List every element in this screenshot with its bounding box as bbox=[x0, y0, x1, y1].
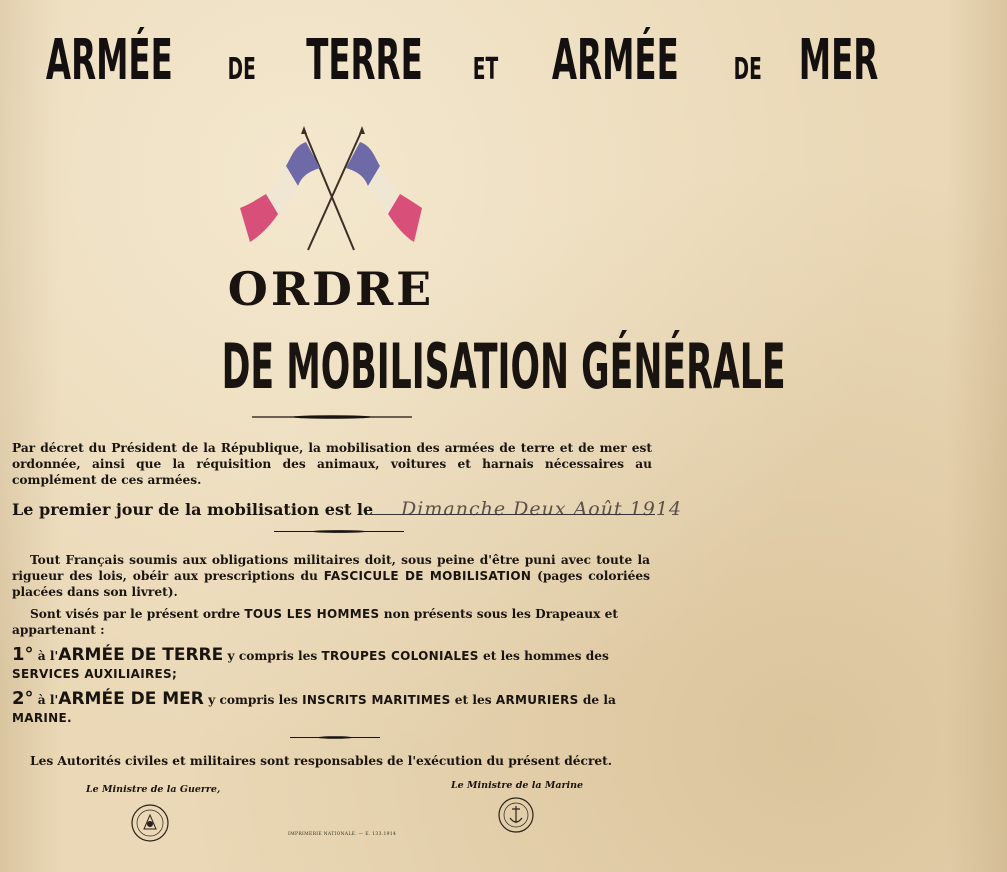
authorities-statement: Les Autorités civiles et militaires sont responsables de l'exécution du présent décret. bbox=[30, 754, 613, 768]
poster-title bbox=[0, 28, 879, 93]
signature-minister-war: Le Ministre de la Guerre, bbox=[86, 784, 221, 795]
item-1-text-2: et les hommes des bbox=[483, 649, 609, 663]
decree-paragraph: Par décret du Président de la République, la mobilisation des armées de terre et de mer est ordonnée, ainsi que la réquisition des animaux, voitures et harnais nécessaires au complément de ces armées. bbox=[12, 441, 652, 487]
item-2-text-3: de la bbox=[582, 693, 616, 707]
first-day-handwritten: Dimanche Deux Août 1914 bbox=[401, 498, 682, 520]
heading-mobilisation-text: DE MOBILISATION GÉNÉRALE bbox=[221, 330, 786, 403]
title-de-2: DE bbox=[733, 52, 762, 87]
item-1-a: à l' bbox=[37, 649, 59, 663]
date-underline bbox=[365, 514, 655, 515]
concerned-text-1: Sont visés par le présent ordre bbox=[30, 607, 241, 621]
title-de-1: DE bbox=[227, 52, 256, 87]
navy-ministry-seal-icon bbox=[497, 796, 535, 834]
title-terre: TERRE bbox=[306, 28, 423, 93]
right-flag-pole bbox=[308, 130, 362, 250]
fascicule-label: FASCICULE DE MOBILISATION bbox=[323, 569, 532, 583]
left-flag bbox=[240, 142, 320, 242]
item-2-a: à l' bbox=[37, 693, 59, 707]
ornamental-rule bbox=[252, 415, 412, 419]
right-flag bbox=[346, 142, 422, 242]
concerned-text-2: non présents sous les Drapeaux et appartenant : bbox=[12, 607, 618, 637]
obligations-text-2: (pages coloriées placées dans son livret). bbox=[12, 569, 650, 599]
obligations-text-1: Tout Français soumis aux obligations militaires doit, sous peine d'être puni avec toute la rigueur des lois, obéir aux prescriptions du bbox=[12, 553, 650, 583]
colonial-troops: TROUPES COLONIALES bbox=[321, 649, 479, 663]
crossed-flags-illustration bbox=[236, 124, 426, 254]
item-2-army: ARMÉE DE MER bbox=[58, 689, 204, 709]
right-pole-tip bbox=[359, 126, 365, 134]
obligations-paragraph bbox=[12, 552, 650, 600]
title-mer: MER bbox=[798, 28, 879, 93]
maritime-registered: INSCRITS MARITIMES bbox=[302, 693, 451, 707]
item-1-number: 1° bbox=[12, 644, 34, 665]
all-men-label: TOUS LES HOMMES bbox=[244, 607, 380, 621]
armourers: ARMURIERS bbox=[495, 693, 579, 707]
item-1-army: ARMÉE DE TERRE bbox=[58, 645, 224, 665]
item-army-land bbox=[12, 646, 650, 683]
first-day-label: Le premier jour de la mobilisation est le bbox=[12, 500, 374, 519]
concerned-paragraph bbox=[12, 606, 650, 638]
left-pole-tip bbox=[301, 126, 307, 134]
title-armee-2: ARMÉE bbox=[551, 28, 679, 93]
first-day-line bbox=[12, 498, 682, 520]
war-ministry-seal-icon bbox=[130, 803, 170, 843]
ornamental-rule-2 bbox=[274, 530, 404, 533]
navy: MARINE. bbox=[12, 711, 72, 725]
item-2-text-1: y compris les bbox=[208, 693, 298, 707]
item-2-number: 2° bbox=[12, 688, 34, 709]
title-armee-1: ARMÉE bbox=[45, 28, 173, 93]
heading-mobilisation bbox=[0, 330, 786, 403]
auxiliary-services: SERVICES AUXILIAIRES; bbox=[12, 667, 178, 681]
printer-imprint: IMPRIMERIE NATIONALE. — E. 133.1914 bbox=[288, 832, 397, 837]
item-2-text-2: et les bbox=[454, 693, 492, 707]
heading-ordre: ORDRE bbox=[227, 262, 435, 316]
item-1-text-1: y compris les bbox=[227, 649, 318, 663]
signature-minister-navy: Le Ministre de la Marine bbox=[451, 780, 584, 791]
title-et: ET bbox=[472, 52, 499, 87]
item-army-sea bbox=[12, 690, 650, 727]
ornamental-rule-3 bbox=[290, 736, 380, 739]
left-flag-pole bbox=[304, 130, 354, 250]
